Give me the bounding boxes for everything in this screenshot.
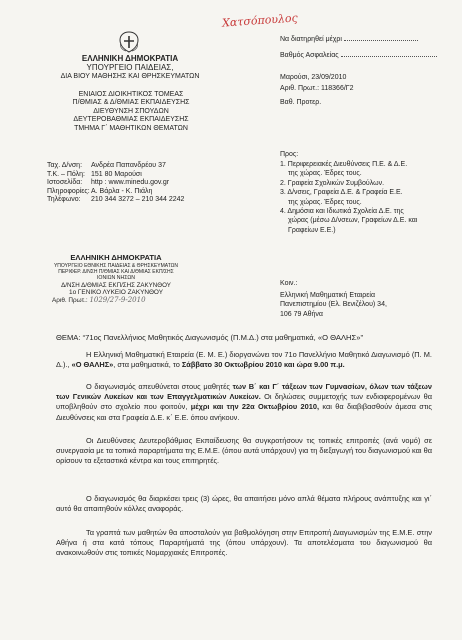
cc-label: Κοιν.: — [280, 280, 298, 287]
cc-line-2: Πανεπιστημίου (Ελ. Βενιζέλου) 34, — [280, 301, 387, 309]
contact-block — [47, 162, 184, 205]
body-paragraph-5 — [56, 528, 432, 559]
postcode-label: Τ.Κ. – Πόλη: — [47, 170, 86, 178]
p1-text: Η Ελληνική Μαθηματική Εταιρεία (Ε. Μ. Ε.) διοργανώνει τον 71ο Πανελλήνιο Μαθητικό Διαγωνισμό (Π. Μ. Δ.). — [56, 350, 432, 370]
unit-line-1: ΕΝΙΑΙΟΣ ΔΙΟΙΚΗΤΙΚΟΣ ΤΟΜΕΑΣ — [78, 91, 184, 98]
body-paragraph-4 — [56, 494, 432, 514]
p1-date: Σάββατο 30 Οκτωβρίου 2010 και ώρα 9.00 π.μ. — [181, 360, 345, 370]
department-block — [42, 91, 220, 133]
header-line-3: ΔΙΑ ΒΙΟΥ ΜΑΘΗΣΗΣ ΚΑΙ ΘΡΗΣΚΕΥΜΑΤΩΝ — [60, 73, 200, 80]
body-paragraph-3 — [56, 436, 432, 467]
website-value: http : www.minedu.gov.gr — [91, 179, 170, 187]
subject-line — [56, 333, 363, 342]
p2-text-2: Οι δηλώσεις συμμετοχής των ενδιαφερομένων θα υποβληθούν στο σχολείο που φοιτούν, — [56, 392, 432, 412]
recipients-list — [280, 160, 417, 235]
p4-text: Ο διαγωνισμός θα διαρκέσει τρεις (3) ώρες, θα απαιτήσει μόνο απλά θέματα πλήρους ανάπτυξης και γι΄ αυτό θα απαιτηθούν κόλλες αναφοράς. — [56, 494, 432, 514]
document-date: Μαρούσι, 23/09/2010 — [280, 74, 347, 81]
unit-line-4: ΔΕΥΤΕΡΟΒΑΘΜΙΑΣ ΕΚΠΑΙΔΕΥΣΗΣ — [73, 116, 189, 124]
recipient-line: 1. Περιφερειακές Διευθύνσεις Π.Ε. & Δ.Ε. — [280, 161, 408, 168]
body-paragraph-1: Η Ελληνική Μαθηματική Εταιρεία (Ε. Μ. Ε.) διοργανώνει τον 71ο Πανελλήνιο Μαθητικό Διαγωνισμό (Π. Μ. Δ.)., «Ο ΘΑΛΗΣ», στα μαθηματικά, το Σάββατο 30 Οκτωβρίου 2010 και ώρα 9.00 π.μ. — [56, 350, 432, 370]
stamp-line-2: ΥΠΟΥΡΓΕΙΟ ΕΘΝΙΚΗΣ ΠΑΙΔΕΙΑΣ & ΘΡΗΣΚΕΥΜΑΤΩΝ — [53, 262, 179, 269]
address-label: Ταχ. Δ/νση: — [47, 162, 83, 169]
unit-line-5: ΤΜΗΜΑ Γ΄ ΜΑΘΗΤΙΚΩΝ ΘΕΜΑΤΩΝ — [74, 124, 188, 132]
p2-eligibility: των Β΄ και Γ΄ τάξεων των Γυμνασίων, όλων των τάξεων των Γενικών Λυκείων και των Επαγγελματικών Λυκείων. — [56, 382, 433, 402]
stamp-line-1: ΕΛΛΗΝΙΚΗ ΔΗΜΟΚΡΑΤΙΑ — [70, 253, 162, 262]
protocol-number — [280, 85, 354, 93]
phone-label: Τηλέφωνο: — [47, 196, 81, 204]
unit-line-3: ΔΙΕΥΘΥΝΣΗ ΣΠΟΥΔΩΝ — [93, 107, 169, 115]
p2-text-3: και θα διαβιβασθούν άμεσα στις Διευθύνσεις και στα Γραφεία Δ.Ε. κ΄ Ε.Ε. όπου ανήκουν. — [56, 402, 432, 422]
protocol-label: Αριθ. Πρωτ.: — [280, 85, 320, 92]
info-value: Α. Βάρλα - Κ. Πιάλη — [91, 187, 153, 195]
p1-text-2: , στα μαθηματικά, το — [113, 360, 180, 370]
stamp-protocol-label: Αριθ. Πρωτ.: — [52, 296, 88, 304]
recipient-line: 3. Δ/νσεις, Γραφεία Δ.Ε. & Γραφεία Ε.Ε. — [280, 189, 403, 197]
p3-text: Οι Διευθύνσεις Δευτεροβάθμιας Εκπαίδευσης θα συγκροτήσουν τις τοπικές επιτροπές (ανά νομό) σε συνεργασία με τα τοπικά παραρτήματα της Ε.Μ.Ε. (όπου αυτά υπάρχουν) για τη διεξαγωγή του διαγωνισμού και θα ορίσουν τα εξεταστικά κέντρα και τους επιτηρητές. — [56, 436, 432, 466]
cc-block — [280, 291, 387, 319]
p5-text: Τα γραπτά των μαθητών θα αποσταλούν για βαθμολόγηση στην Επιτροπή Διαγωνισμών της Ε.Μ.Ε. στην Αθήνα ή στα κατά τόπους Παραρτήματά της (όπου υπάρχουν). Τα αποτελέσματα του διαγωνισμού θα ανακοινωθούν στις τοπικές Νομαρχιακές Επιτροπές. — [56, 528, 432, 558]
header-line-1: ΕΛΛΗΝΙΚΗ ΔΗΜΟΚΡΑΤΙΑ — [81, 54, 179, 63]
security-label: Βαθμός Ασφαλείας — [280, 52, 339, 59]
p1-contest-name: «Ο ΘΑΛΗΣ» — [71, 360, 114, 370]
security-field — [280, 52, 437, 60]
protocol-value: 118366/Γ2 — [321, 85, 354, 92]
coat-of-arms-icon — [118, 31, 140, 53]
stamp-line-4: ΙΟΝΙΩΝ ΝΗΣΩΝ — [96, 275, 136, 282]
subject-text: “71ος Πανελλήνιος Μαθητικός Διαγωνισμός (Π.Μ.Δ.) στα μαθηματικά, «Ο ΘΑΛΗΣ»” — [82, 333, 363, 342]
handwritten-note: Χατσόπουλος — [221, 11, 299, 30]
stamp-handwritten-number: 1029/27-9-2010 — [89, 295, 146, 304]
subject-label: ΘΕΜΑ: — [56, 333, 81, 342]
cc-line-3: 106 79 Αθήνα — [280, 310, 323, 318]
phone-value: 210 344 3272 – 210 344 2242 — [91, 196, 185, 204]
priority-label: Βαθ. Προτερ. — [280, 99, 322, 106]
recipient-line: 4. Δημόσια και Ιδιωτικά Σχολεία Δ.Ε. της — [280, 208, 404, 216]
recipients-label: Προς: — [280, 151, 299, 158]
recipient-line: 2. Γραφεία Σχολικών Συμβούλων. — [280, 179, 385, 187]
retention-dotted-line — [344, 40, 418, 41]
postcode-value: 151 80 Μαρούσι — [91, 170, 142, 178]
info-label: Πληροφορίες: — [47, 187, 90, 195]
recipient-line: χώρας (μέσω Δ/νσεων, Γραφείων Δ.Ε. και — [288, 217, 418, 225]
cc-line-1: Ελληνική Μαθηματική Εταιρεία — [280, 292, 375, 299]
ministry-header — [40, 54, 220, 81]
website-label: Ιστοσελίδα: — [47, 179, 83, 187]
recipient-line: της χώρας. Έδρες τους. — [288, 170, 362, 178]
p2-text: Ο διαγωνισμός απευθύνεται στους μαθητές — [86, 382, 230, 391]
security-dotted-line — [341, 56, 437, 57]
unit-line-2: Π/ΘΜΙΑΣ & Δ/ΘΜΙΑΣ ΕΚΠΑΙΔΕΥΣΗΣ — [72, 99, 190, 107]
address-value: Ανδρέα Παπανδρέου 37 — [91, 162, 166, 169]
recipient-line: της χώρας. Έδρες τους. — [288, 198, 362, 206]
stamp-protocol-row — [42, 297, 190, 305]
p2-deadline: μέχρι και την 22α Οκτωβρίου 2010, — [190, 402, 320, 412]
stamp-line-5: Δ/ΝΣΗ Δ/ΘΜΙΑΣ ΕΚΠ/ΣΗΣ ΖΑΚΥΝΘΟΥ — [61, 281, 171, 289]
stamp-line-6: 1ο ΓΕΝΙΚΟ ΛΥΚΕΙΟ ΖΑΚΥΝΘΟΥ — [69, 289, 163, 297]
recipient-line: Γραφείων Ε.Ε.) — [288, 226, 336, 234]
header-line-2: ΥΠΟΥΡΓΕΙΟ ΠΑΙΔΕΙΑΣ, — [86, 63, 174, 72]
retention-field — [280, 36, 418, 44]
body-paragraph-2 — [56, 382, 432, 423]
retention-label: Να διατηρηθεί μέχρι — [280, 36, 342, 43]
school-stamp — [42, 254, 190, 304]
stamp-line-3: ΠΕΡΙΦΕΡ. Δ/ΝΣΗ Π/ΘΜΙΑΣ ΚΑΙ Δ/ΘΜΙΑΣ ΕΚΠ/ΣΗΣ — [58, 269, 174, 275]
